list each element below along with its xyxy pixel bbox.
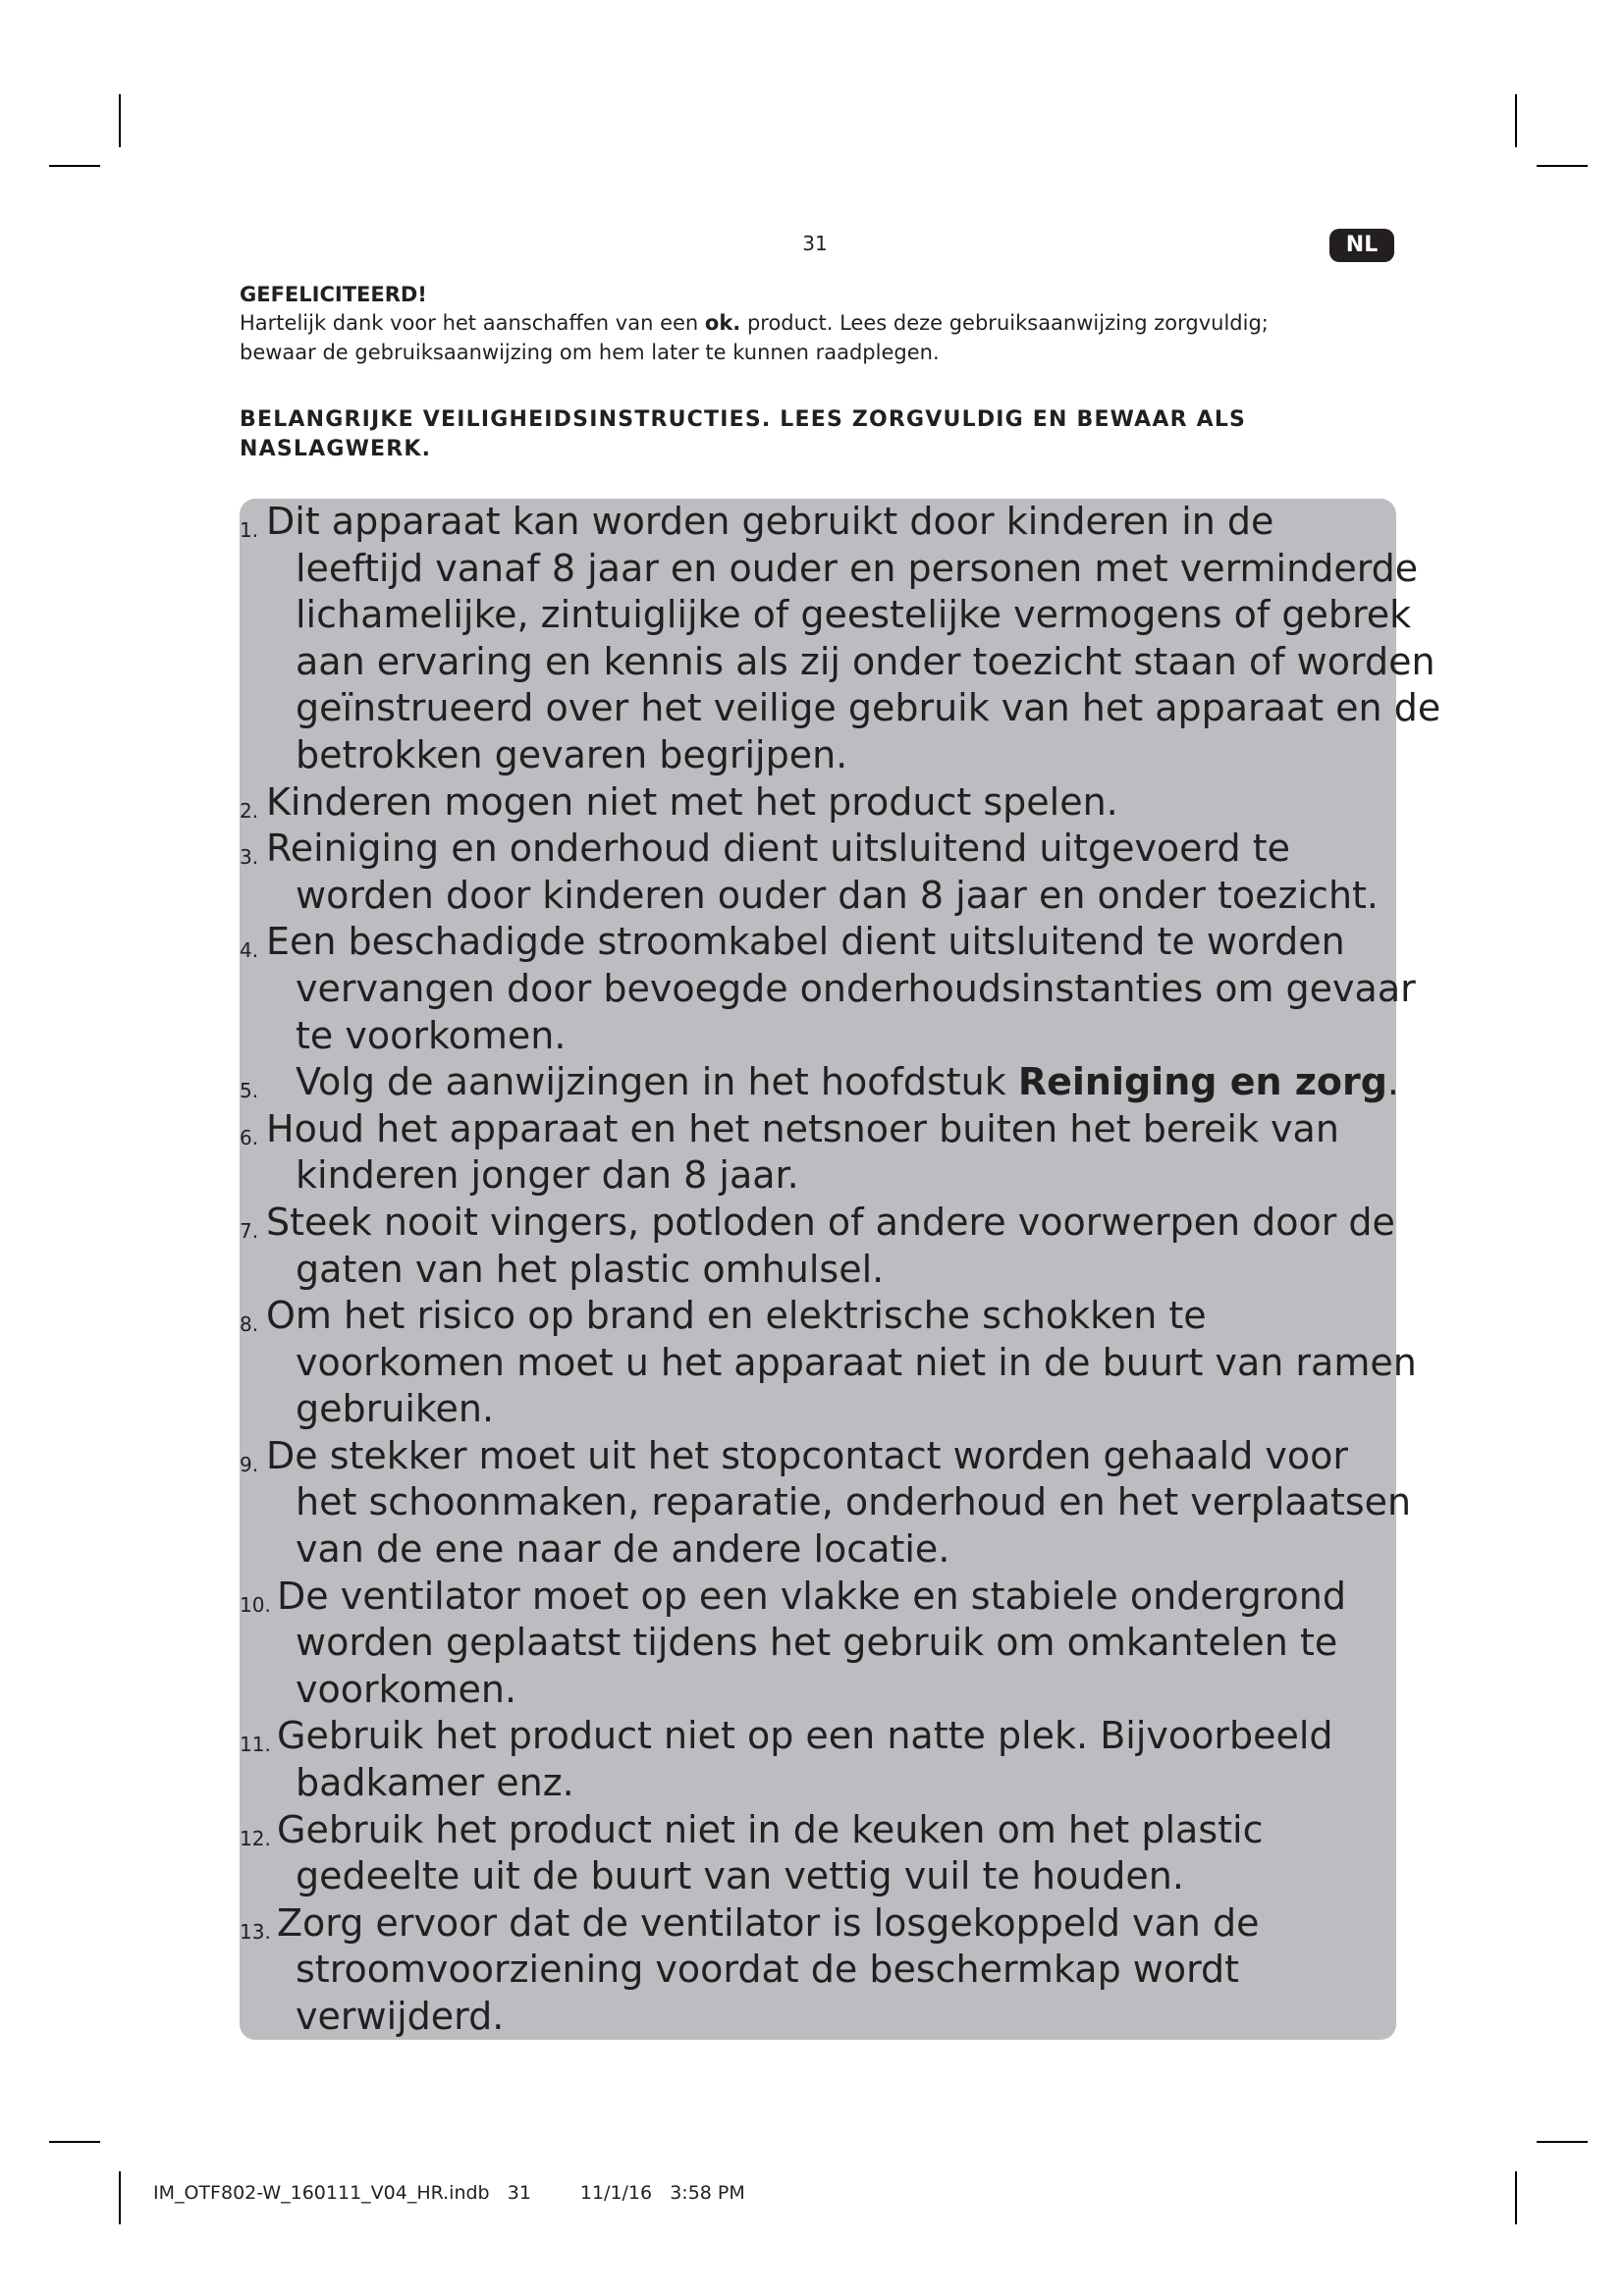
crop-mark-top-right xyxy=(1537,165,1588,167)
safety-item-line: Gebruik het product niet in de keuken om het plastic xyxy=(277,1807,1264,1851)
safety-item-line: Gebruik het product niet op een natte plek. Bijvoorbeeld xyxy=(277,1714,1333,1758)
safety-item-line: te voorkomen. xyxy=(296,1013,567,1057)
crop-mark-bottom-right xyxy=(1537,2141,1588,2143)
intro-text xyxy=(240,308,1398,367)
safety-item-line: worden geplaatst tijdens het gebruik om omkantelen te xyxy=(296,1621,1338,1665)
safety-item xyxy=(240,826,1396,919)
safety-item xyxy=(240,1807,1396,1900)
crop-mark-bottom-right xyxy=(1515,2171,1517,2224)
language-badge: NL xyxy=(1329,229,1394,262)
safety-item xyxy=(240,1106,1396,1200)
safety-item xyxy=(240,499,1441,779)
crop-mark-top-right xyxy=(1515,94,1517,147)
intro-text-part: Hartelijk dank voor het aanschaffen van een xyxy=(240,311,705,335)
print-footer: IM_OTF802-W_160111_V04_HR.indb 31 11/1/16 3:58 PM xyxy=(153,2182,745,2204)
chapter-reference: Reiniging en zorg xyxy=(1017,1060,1387,1104)
safety-item xyxy=(240,1713,1396,1806)
safety-item-number: 11. xyxy=(240,1733,271,1757)
safety-item-line: Houd het apparaat en het netsnoer buiten het bereik van xyxy=(266,1106,1339,1150)
safety-item xyxy=(240,1293,1417,1433)
brand-name: ok. xyxy=(704,311,741,335)
page-number: 31 xyxy=(802,232,828,255)
safety-item-line: geïnstrueerd over het veilige gebruik van het apparaat en de xyxy=(296,686,1441,730)
safety-item-number: 12. xyxy=(240,1826,271,1850)
safety-item-line: gaten van het plastic omhulsel. xyxy=(296,1247,885,1291)
safety-item-line: Dit apparaat kan worden gebruikt door kinderen in de xyxy=(266,500,1274,543)
safety-item-line: verwijderd. xyxy=(296,1995,505,2038)
safety-item xyxy=(240,919,1416,1059)
safety-item-line: gedeelte uit de buurt van vettig vuil te houden. xyxy=(296,1854,1184,1898)
crop-mark-bottom-left xyxy=(119,2171,121,2224)
crop-mark-bottom-left xyxy=(49,2141,100,2143)
safety-item-line: gebruiken. xyxy=(296,1387,495,1431)
safety-item-line: worden door kinderen ouder dan 8 jaar en onder toezicht. xyxy=(296,873,1380,917)
safety-item-line: Reiniging en onderhoud dient uitsluitend uitgevoerd te xyxy=(266,827,1290,871)
safety-instructions-box xyxy=(240,499,1441,2040)
safety-heading-line: BELANGRIJKE VEILIGHEIDSINSTRUCTIES. LEES ZORGVULDIG EN BEWAAR ALS xyxy=(240,407,1247,432)
safety-item-line: Kinderen mogen niet met het product spelen. xyxy=(266,779,1118,824)
intro-section xyxy=(240,281,1398,367)
safety-item-line: voorkomen moet u het apparaat niet in de buurt van ramen xyxy=(296,1340,1417,1384)
safety-item-line: Zorg ervoor dat de ventilator is losgekoppeld van de xyxy=(277,1900,1260,1945)
safety-item-number: 9. xyxy=(240,1452,259,1476)
safety-item-number: 7. xyxy=(240,1218,259,1243)
intro-text-part: product. Lees deze gebruiksaanwijzing zorgvuldig; xyxy=(740,311,1269,335)
safety-item-line: kinderen jonger dan 8 jaar. xyxy=(296,1153,799,1198)
safety-item-number: 4. xyxy=(240,938,259,963)
safety-item-line: De stekker moet uit het stopcontact worden gehaald voor xyxy=(266,1433,1349,1477)
safety-item-number: 8. xyxy=(240,1312,259,1337)
safety-item-line: voorkomen. xyxy=(296,1667,517,1711)
safety-item-line: het schoonmaken, reparatie, onderhoud en het verplaatsen xyxy=(296,1480,1412,1524)
safety-item xyxy=(240,1900,1396,2041)
safety-item-line: Een beschadigde stroomkabel dient uitsluitend te worden xyxy=(266,920,1345,964)
safety-item-line: stroomvoorziening voordat de beschermkap wordt xyxy=(296,1948,1240,1992)
intro-text-part: bewaar de gebruiksaanwijzing om hem later te kunnen raadplegen. xyxy=(240,341,940,364)
safety-item-line: lichamelijke, zintuiglijke of geestelijke vermogens of gebrek xyxy=(296,593,1412,637)
safety-item-line: aan ervaring en kennis als zij onder toezicht staan of worden xyxy=(296,639,1435,683)
safety-item-line: vervangen door bevoegde onderhoudsinstanties om gevaar xyxy=(296,966,1416,1010)
safety-heading xyxy=(240,405,1398,464)
safety-item-number: 5. xyxy=(240,1079,259,1103)
safety-item-number: 13. xyxy=(240,1919,271,1944)
intro-heading: GEFELICITEERD! xyxy=(240,283,427,306)
safety-item-line: Om het risico op brand en elektrische schokken te xyxy=(266,1294,1207,1338)
safety-item xyxy=(240,1200,1396,1293)
safety-item-line: De ventilator moet op een vlakke en stabiele ondergrond xyxy=(277,1574,1347,1618)
safety-item xyxy=(240,1059,1400,1106)
safety-item-text: . xyxy=(1386,1060,1400,1104)
safety-item-number: 1. xyxy=(240,518,259,542)
safety-item-line: betrokken gevaren begrijpen. xyxy=(296,732,848,776)
safety-item-line: Steek nooit vingers, potloden of andere voorwerpen door de xyxy=(266,1200,1395,1244)
safety-item-number: 2. xyxy=(240,798,259,823)
safety-item xyxy=(240,1574,1396,1714)
safety-item-number: 6. xyxy=(240,1125,259,1149)
safety-item xyxy=(240,1433,1412,1574)
safety-item-line: leeftijd vanaf 8 jaar en ouder en personen met verminderde xyxy=(296,546,1419,590)
safety-item-line: van de ene naar de andere locatie. xyxy=(296,1527,950,1572)
crop-mark-top-left xyxy=(119,94,121,147)
safety-item-line xyxy=(296,1059,1400,1106)
safety-item-line: badkamer enz. xyxy=(296,1761,574,1805)
safety-instructions-list xyxy=(240,499,1441,2041)
safety-item-number: 10. xyxy=(240,1592,271,1617)
safety-item-number: 3. xyxy=(240,845,259,870)
safety-item xyxy=(240,779,1396,827)
safety-heading-line: NASLAGWERK. xyxy=(240,437,432,461)
safety-item-text: Volg de aanwijzingen in het hoofdstuk xyxy=(296,1060,1018,1104)
crop-mark-top-left xyxy=(49,165,100,167)
